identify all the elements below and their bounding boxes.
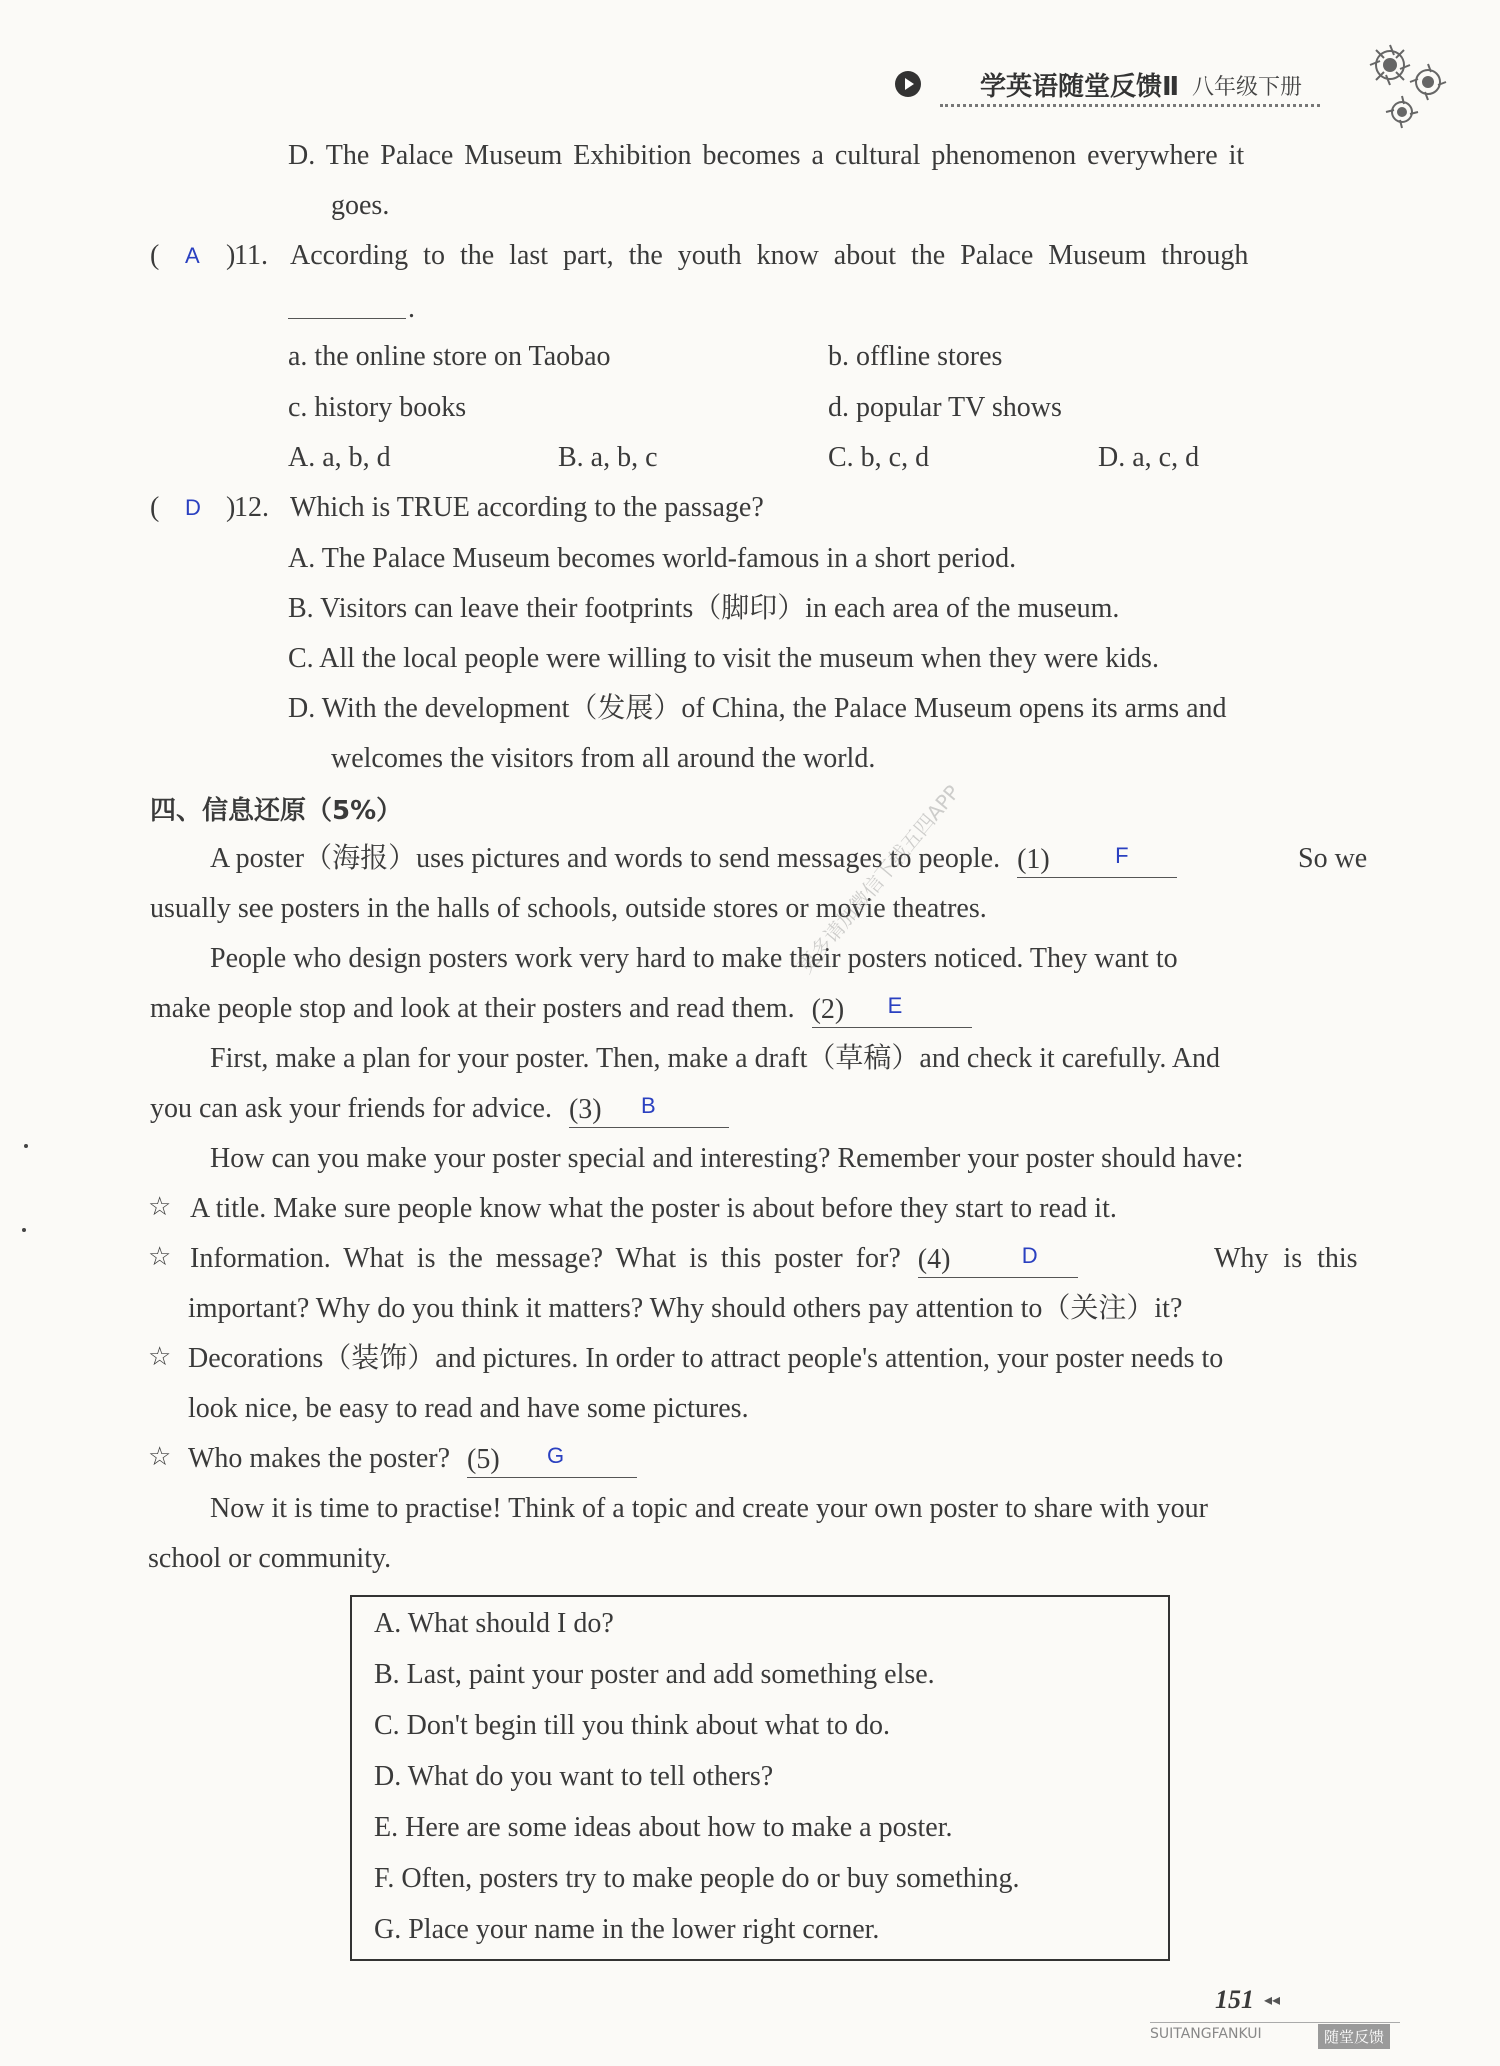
p1-line2: usually see posters in the halls of schools, outside stores or movie theatres. bbox=[150, 893, 987, 924]
section-heading: 四、信息还原（5%） bbox=[150, 796, 403, 826]
p1-text-b: So we bbox=[1298, 843, 1368, 874]
blank-4[interactable] bbox=[917, 1243, 1078, 1278]
p1-line1 bbox=[210, 840, 1177, 878]
blank-5[interactable] bbox=[467, 1443, 637, 1478]
footer-brand: SUITANGFANKUI bbox=[1150, 2026, 1262, 2042]
s2-text: Information. What is the message? What is this poster for? bbox=[190, 1243, 901, 1274]
p3-line1: First, make a plan for your poster. Then, make a draft（草稿）and check it carefully. And bbox=[210, 1043, 1221, 1074]
q11-close-paren: ) bbox=[226, 240, 236, 271]
option-d: D. What do you want to tell others? bbox=[374, 1761, 774, 1792]
arrows-icon: ◂◂ bbox=[1264, 1990, 1281, 2009]
q12-option-d-line2: welcomes the visitors from all around the world. bbox=[331, 743, 876, 774]
q11-answer[interactable]: A bbox=[185, 243, 200, 268]
q11-text: According to the last part, the youth know about the Palace Museum through bbox=[290, 240, 1249, 271]
header-subtitle: 八年级下册 bbox=[1192, 75, 1303, 100]
option-e: E. Here are some ideas about how to make a poster. bbox=[374, 1812, 953, 1843]
option-g: G. Place your name in the lower right corner. bbox=[374, 1914, 880, 1945]
q11-option-c: C. b, c, d bbox=[828, 442, 930, 473]
star-icon: ☆ bbox=[148, 1342, 172, 1372]
star-item-information-line2: important? Why do you think it matters? Why should others pay attention to（关注）it? bbox=[188, 1293, 1183, 1324]
blank-5-answer[interactable]: G bbox=[547, 1443, 565, 1468]
p1-text-a: A poster（海报）uses pictures and words to send messages to people. bbox=[210, 843, 1001, 874]
p5-line1: Now it is time to practise! Think of a topic and create your own poster to share with your bbox=[210, 1493, 1208, 1524]
q11-option-b: B. a, b, c bbox=[558, 442, 658, 473]
p3-text: you can ask your friends for advice. bbox=[150, 1093, 552, 1124]
q11-blank[interactable] bbox=[288, 318, 406, 319]
star-item-decorations-line1: Decorations（装饰）and pictures. In order to attract people's attention, your poster needs to bbox=[188, 1343, 1224, 1374]
star-item-title: A title. Make sure people know what the poster is about before they start to read it. bbox=[190, 1193, 1117, 1224]
star-icon: ☆ bbox=[148, 1442, 172, 1472]
star-item-decorations-line2: look nice, be easy to read and have some pictures. bbox=[188, 1393, 749, 1424]
p5-line2: school or community. bbox=[148, 1543, 392, 1574]
option-b: B. Last, paint your poster and add something else. bbox=[374, 1659, 935, 1690]
q12-option-b: B. Visitors can leave their footprints（脚印）in each area of the museum. bbox=[288, 593, 1120, 624]
p2-text: make people stop and look at their posters and read them. bbox=[150, 993, 795, 1024]
blank-1-answer[interactable]: F bbox=[1115, 843, 1129, 868]
q12-number: 12. bbox=[234, 492, 269, 523]
q11-item-c: c. history books bbox=[288, 392, 467, 423]
page-number: 151 bbox=[1215, 1985, 1254, 2014]
q11-item-a: a. the online store on Taobao bbox=[288, 341, 611, 372]
margin-dot bbox=[24, 1144, 28, 1148]
q12-option-a: A. The Palace Museum becomes world-famous in a short period. bbox=[288, 543, 1017, 574]
header-divider bbox=[940, 104, 1320, 107]
star-icon: ☆ bbox=[148, 1192, 172, 1222]
watermark: 更多请加微信下载五四APP bbox=[793, 780, 965, 978]
q11-number: 11. bbox=[234, 240, 268, 271]
q10-option-d-line2: goes. bbox=[331, 190, 390, 221]
q12-close-paren: ) bbox=[226, 492, 236, 523]
star-item-author bbox=[188, 1440, 637, 1478]
q10-option-d-line1: D. The Palace Museum Exhibition becomes a cultural phenomenon everywhere it bbox=[288, 140, 1245, 171]
option-a: A. What should I do? bbox=[374, 1608, 614, 1639]
star-item-information-line1 bbox=[190, 1240, 1078, 1278]
option-f: F. Often, posters try to make people do or buy something. bbox=[374, 1863, 1020, 1894]
q12-open-paren: ( bbox=[150, 492, 160, 523]
header-title: 学英语随堂反馈Ⅱ bbox=[980, 72, 1180, 102]
q11-item-d: d. popular TV shows bbox=[828, 392, 1062, 423]
q11-open-paren: ( bbox=[150, 240, 160, 271]
play-circle-icon bbox=[894, 70, 922, 98]
p4: How can you make your poster special and interesting? Remember your poster should have: bbox=[210, 1143, 1244, 1174]
p2-line2 bbox=[150, 990, 972, 1028]
blank-4-answer[interactable]: D bbox=[1021, 1243, 1038, 1268]
blank-1-label: (1) bbox=[1017, 844, 1050, 875]
blank-3-answer[interactable]: B bbox=[640, 1093, 656, 1118]
blank-2-label: (2) bbox=[811, 994, 845, 1025]
s2-after: Why is this bbox=[1214, 1243, 1358, 1274]
blank-3[interactable] bbox=[568, 1093, 729, 1128]
star-icon: ☆ bbox=[148, 1242, 172, 1272]
q12-text: Which is TRUE according to the passage? bbox=[290, 492, 764, 523]
blank-2[interactable] bbox=[811, 993, 972, 1028]
blank-2-answer[interactable]: E bbox=[887, 993, 903, 1018]
q11-option-a: A. a, b, d bbox=[288, 442, 391, 473]
decorative-flower-icon bbox=[1340, 20, 1460, 140]
p2-line1: People who design posters work very hard to make their posters noticed. They want to bbox=[210, 943, 1178, 974]
option-c: C. Don't begin till you think about what to do. bbox=[374, 1710, 891, 1741]
footer-divider bbox=[1150, 2022, 1400, 2023]
footer-badge: 随堂反馈 bbox=[1318, 2024, 1390, 2049]
s4-text: Who makes the poster? bbox=[188, 1443, 451, 1474]
blank-5-label: (5) bbox=[467, 1444, 500, 1475]
blank-3-label: (3) bbox=[568, 1094, 602, 1125]
margin-dot bbox=[22, 1228, 26, 1232]
q12-option-d-line1: D. With the development（发展）of China, the Palace Museum opens its arms and bbox=[288, 693, 1227, 724]
q11-option-d: D. a, c, d bbox=[1098, 442, 1200, 473]
options-box bbox=[350, 1595, 1170, 1961]
blank-1[interactable] bbox=[1017, 843, 1177, 878]
blank-4-label: (4) bbox=[917, 1244, 951, 1275]
q11-period: . bbox=[408, 293, 415, 324]
q12-answer[interactable]: D bbox=[185, 495, 201, 520]
q11-item-b: b. offline stores bbox=[828, 341, 1003, 372]
p3-line2 bbox=[150, 1090, 729, 1128]
q12-option-c: C. All the local people were willing to visit the museum when they were kids. bbox=[288, 643, 1159, 674]
